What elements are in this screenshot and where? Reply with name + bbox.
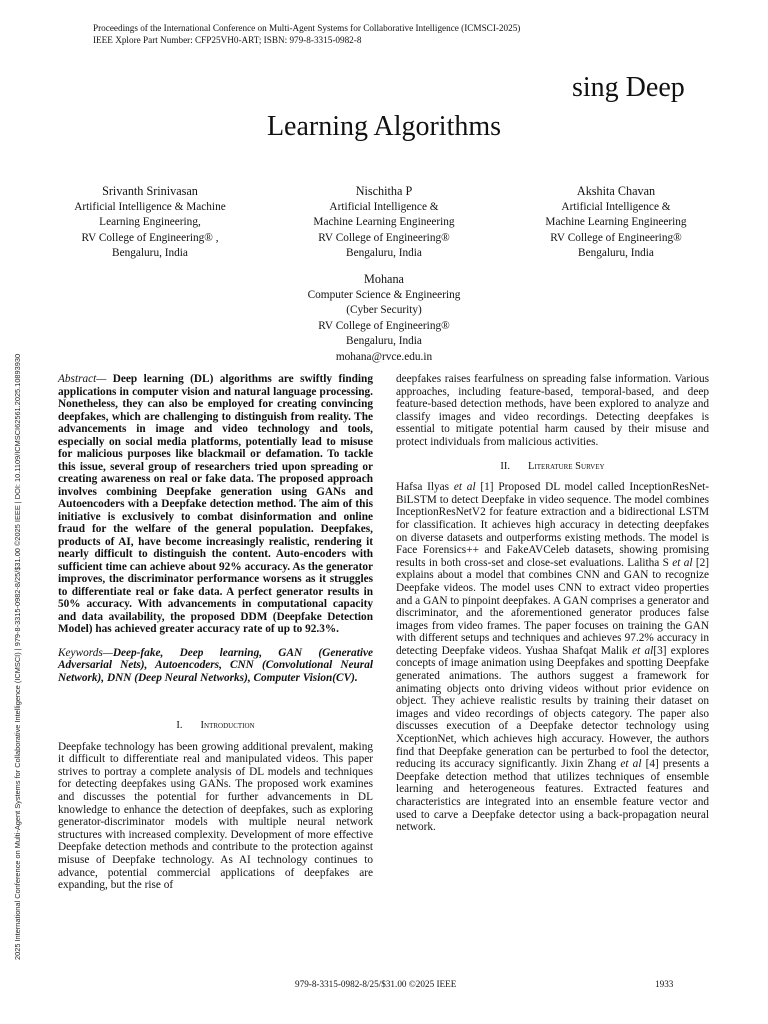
author-affiliation: Machine Learning Engineering <box>313 216 455 228</box>
section-heading-introduction <box>58 720 373 733</box>
author-location: Bengaluru, India <box>112 247 188 259</box>
author-block-3 <box>505 184 727 262</box>
abstract <box>58 373 373 636</box>
title-line-2: Learning Algorithms <box>266 111 502 142</box>
abstract-label: Abstract— <box>58 373 107 385</box>
section-title: Literature Survey <box>528 460 605 472</box>
section-number: II. <box>500 460 511 472</box>
author-block-4 <box>270 272 498 365</box>
author-location: Bengaluru, India <box>346 335 422 347</box>
author-institution: RV College of Engineering® <box>318 319 450 332</box>
doi-side-strip: 2025 International Conference on Multi-Agent Systems for Collaborative Intelligence (ICMSCI) | 979-8-3315-0982-8/25/$31.00 ©2025 IEEE | DOI: 10.1109/ICMSCI62561.2025.10893930 <box>13 353 22 960</box>
author-block-2 <box>270 184 498 262</box>
introduction-text: Deepfake technology has been growing additional prevalent, making it difficult to differentiate real and manipulated videos. This paper strives to portray a complete analysis of DL models and techniques for detecting deepfakes using GANs. The proposed work examines and discusses the potential for further advancements in DL knowledge to enhance the detection of deepfakes, such as exploring generator-discriminator models with multiple neural network structures with increased complexity. Development of more effective Deepfake detection methods and contribute to the protection against misuse of Deepfake technology. As AI technology continues to advance, potential commercial applications of deepfakes are expanding, but the rise of <box>58 740 373 892</box>
author-email: mohana@rvce.edu.in <box>335 350 433 363</box>
author-affiliation: Computer Science & Engineering <box>307 288 461 301</box>
section-title: Introduction <box>200 720 255 731</box>
footer-copyright: 979-8-3315-0982-8/25/$31.00 ©2025 IEEE <box>295 979 457 989</box>
keywords <box>58 647 373 685</box>
author-institution: RV College of Engineering® <box>318 231 450 244</box>
left-column <box>58 373 373 892</box>
author-institution: RV College of Engineering® , <box>81 231 219 244</box>
section-heading-literature-survey <box>396 461 709 474</box>
section-number: I. <box>176 720 183 731</box>
keywords-text: Deep-fake, Deep learning, GAN (Generative Adversarial Nets), Autoencoders, CNN (Convolutional Neural Network), DNN (Deep Neural Networks), Computer Vision(CV). <box>58 646 373 684</box>
page-number: 1933 <box>655 979 674 989</box>
proceedings-line-1: Proceedings of the International Conference on Multi-Agent Systems for Collaborative Intelligence (ICMSCI-2025) <box>93 23 521 33</box>
author-name: Akshita Chavan <box>576 184 656 198</box>
author-name: Nischitha P <box>355 184 413 198</box>
literature-survey-text: Hafsa Ilyas et al [1] Proposed DL model called InceptionResNet-BiLSTM to detect Deepfake in video sequence. The model combines InceptionResNetV2 for feature extraction and a bidirectional LSTM for classification. It achieves high accuracy in detecting deepfakes on diverse datasets and outperforms existing methods. The model is Face Forensics++ and FakeAVCeleb datasets, showing promising results in both cross-set and close-set evaluations. Lalitha S et al [2] explains about a model that combines CNN and GAN to recognize Deepfake videos. The model uses CNN to extract video properties and a GAN to pinpoint deepfakes. A GAN comprises a generator and discriminator, and the aforementioned generator produces false images from video frames. The paper focuses on training the GAN with different setups and techniques and achieves 97.2% accuracy in detecting Deepfake videos. Yushaa Shafqat Malik et al[3] explores concepts of image animation using Deepfakes and spotting Deepfake generated animations. The authors suggest a framework for animating objects onto driving videos without prior evidence on object. They achieve realistic results by training their dataset on images and video recordings of objects category. The paper also discusses execution of a Deepfake detector technology using XceptionNet, which achieves high accuracy. However, the authors find that Deepfake generation can be perturbed to fool the detector, reducing its accuracy significantly. Jixin Zhang et al [4] presents a Deepfake detection method that utilizes techniques of ensemble learning and heterogeneous features. Extracted features and characteristics are integrated into an ensemble feature vector and used to carve a Deepfake detector using a back-propagation neural network. <box>396 481 710 834</box>
keywords-label: Keywords— <box>58 646 113 659</box>
author-name: Mohana <box>364 272 404 286</box>
title-line-1: sing Deep <box>572 72 685 103</box>
proceedings-header <box>93 23 520 46</box>
author-block-1 <box>50 184 250 262</box>
author-affiliation: Artificial Intelligence & Machine <box>74 200 226 213</box>
author-institution: RV College of Engineering® <box>550 231 682 244</box>
author-name: Srivanth Srinivasan <box>102 184 198 198</box>
author-affiliation: Artificial Intelligence & <box>329 200 439 213</box>
author-affiliation: Learning Engineering, <box>99 216 201 228</box>
author-location: Bengaluru, India <box>346 247 422 259</box>
right-column <box>396 373 709 834</box>
author-affiliation: Artificial Intelligence & <box>561 200 671 213</box>
author-affiliation: (Cyber Security) <box>346 304 422 316</box>
abstract-text: Deep learning (DL) algorithms are swiftly finding applications in computer vision and natural language processing. Nonetheless, they can also be employed for creating convincing deepfakes, which are challenging to distinguish from reality. The advancements in image and video technology and tools, especially on social media platforms, potentially lead to misuse for malicious purposes like blackmail or defamation. To tackle this issue, several group of researchers tried upon spreading or creating awareness on real or fake data. The proposed approach involves combining Deepfake generation using GANs and Autoencoders with a Deepfake detection method. The aim of this initiative is exclusively to combat disinformation and online fraud for the welfare of the general population. Deepfakes, products of AI, have become increasingly realistic, rendering it nearly difficult to distinguish the content. Auto-encoders with sufficient time can achieve about 92% accuracy. As the generator improves, the discriminator performance worsens as it struggles to differentiate real or fake data. A perfect generator results in 50% accuracy. With advancements in computational capacity and data availability, the proposed DDM (Deepfake Detection Model) has achieved greater accuracy rate of up to 92.3%. <box>58 373 373 635</box>
introduction-continued-text: deepfakes raises fearfulness on spreading false information. Various approaches, including feature-based, temporal-based, and deep feature-based detection methods, have been explored to analyze and classify images and video recordings. Detecting deepfakes is essential to mitigate potential harm caused by their misuse and protect individuals from malicious activities. <box>396 373 709 448</box>
author-affiliation: Machine Learning Engineering <box>545 216 687 228</box>
author-location: Bengaluru, India <box>578 247 654 259</box>
proceedings-line-2: IEEE Xplore Part Number: CFP25VH0-ART; ISBN: 979-8-3315-0982-8 <box>93 34 362 45</box>
